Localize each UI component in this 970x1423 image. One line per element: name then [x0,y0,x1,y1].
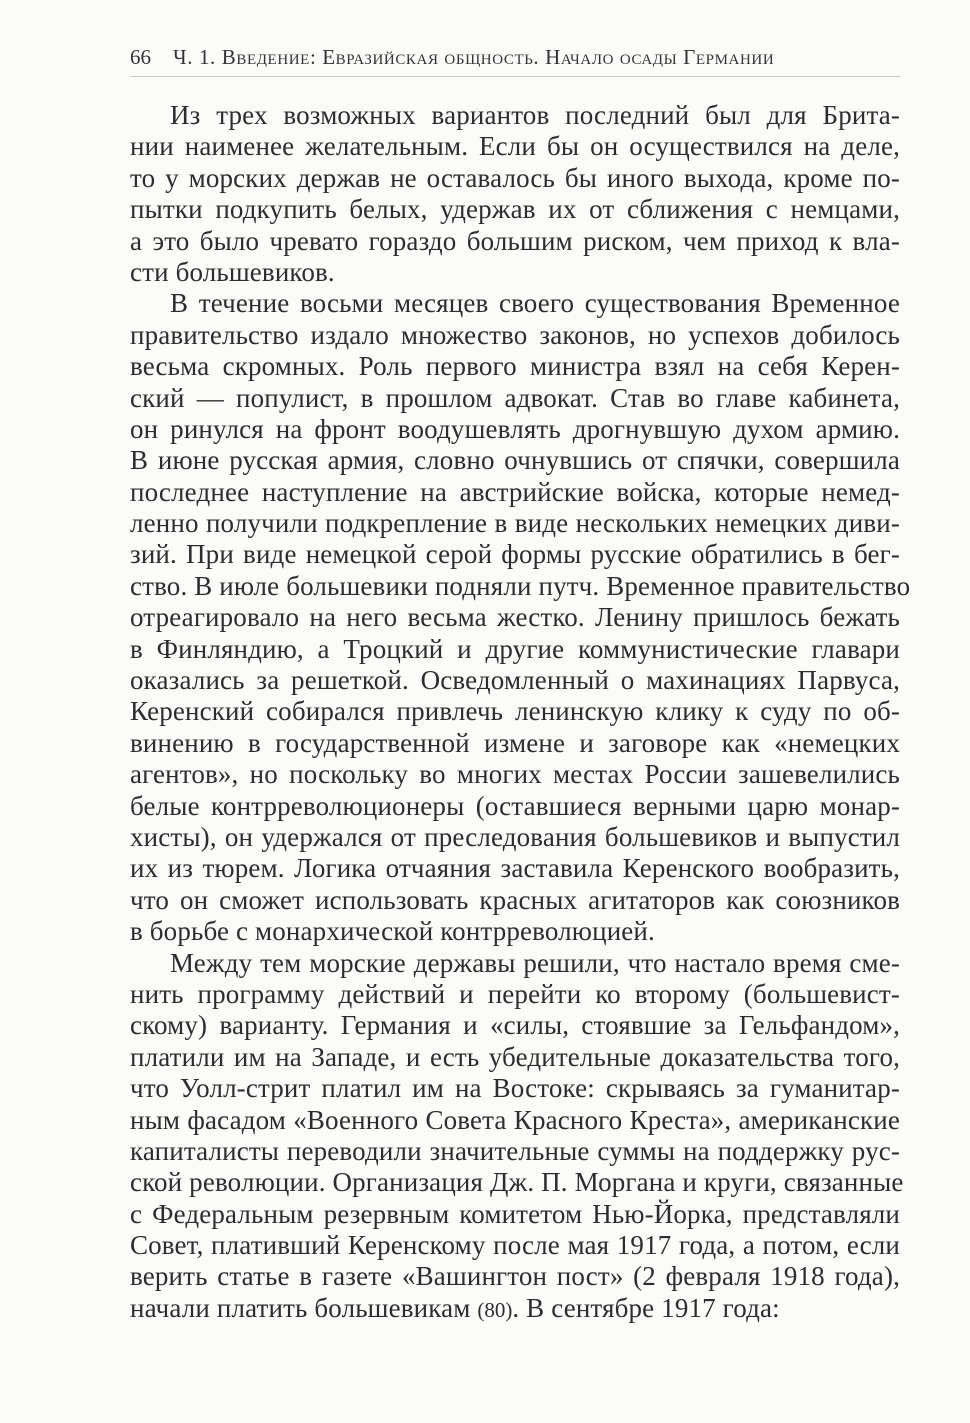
header-divider [130,76,900,77]
body-text [130,100,911,1324]
text-line: ленно получили подкрепление в виде нескольких немецких диви- [130,508,900,539]
text-line: Между тем морские державы решили, что настало время сме- [170,947,900,978]
text-line: а это было чревато гораздо большим риском, чем приход к вла- [130,225,900,256]
text-line: ство. В июле большевики подняли путч. Временное правительство [130,570,911,601]
text-fragment: начали платить большевикам [130,1292,478,1323]
text-line: весьма скромных. Роль первого министра взял на себя Керен- [130,351,900,382]
text-line: агентов», но поскольку во многих местах России зашевелились [130,759,900,790]
text-line: платили им на Западе, и есть убедительные доказательства того, [130,1041,900,1072]
text-line: пытки подкупить белых, удержав их от сближения с немцами, [130,194,900,225]
text-line: нии наименее желательным. Если бы он осуществился на деле, [130,131,900,162]
text-line: в борьбе с монархической контрреволюцией. [130,916,655,947]
text-line: ский — популист, в прошлом адвокат. Став во главе кабинета, [130,382,900,413]
text-line: оказались за решеткой. Осведомленный о махинациях Парвуса, [130,665,900,696]
running-head [130,40,900,74]
text-line: в Финляндию, а Троцкий и другие коммунистические главари [130,633,900,664]
text-line: последнее наступление на австрийские войска, которые немед- [130,476,900,507]
text-line: Из трех возможных вариантов последний был для Брита- [170,100,900,130]
text-line: зий. При виде немецкой серой формы русские обратились в бег- [130,539,900,570]
text-line: ным фасадом «Военного Совета Красного Креста», американские [130,1104,900,1135]
text-line: верить статье в газете «Вашингтон пост» (2 февраля 1918 года), [130,1261,900,1292]
text-line: отреагировало на него весьма жестко. Ленину пришлось бежать [130,602,900,633]
text-line: с Федеральным резервным комитетом Нью-Йорка, представляли [130,1198,900,1229]
text-line: капиталисты переводили значительные суммы на поддержку рус- [130,1135,900,1166]
text-line: Совет, плативший Керенскому после мая 1917 года, а потом, если [130,1230,900,1261]
text-line: хисты), он удержался от преследования большевиков и выпустил [130,821,900,852]
text-line: ской революции. Организация Дж. П. Моргана и круги, связанные [130,1167,904,1198]
text-line: правительство издало множество законов, но успехов добилось [130,319,900,350]
text-fragment: . В сентябре 1917 года: [512,1292,780,1323]
text-line: В июне русская армия, словно очнувшись от спячки, совершила [130,445,900,476]
text-line: Керенский собирался привлечь ленинскую клику к суду по об- [130,696,900,727]
text-line: нить программу действий и перейти ко второму (большевист- [130,978,900,1009]
text-line: сти большевиков. [130,256,335,287]
text-line: скому) варианту. Германия и «силы, стоявшие за Гельфандом», [130,1010,900,1041]
chapter-title: Ч. 1. Введение: Евразийская общность. Начало осады Германии [173,45,775,69]
text-line: В течение восьми месяцев своего существования Временное [170,288,900,319]
text-line: их из тюрем. Логика отчаяния заставила Керенского вообразить, [130,853,900,884]
text-line: белые контрреволюционеры (оставшиеся верными царю монар- [130,790,900,821]
text-line-final [130,1293,900,1324]
reference-number: (80) [477,1297,513,1322]
page-number: 66 [130,45,151,69]
text-line: что он сможет использовать красных агитаторов как союзников [130,884,900,915]
text-line: он ринулся на фронт воодушевлять дрогнувшую духом армию. [130,413,900,444]
text-line: то у морских держав не оставалось бы иного выхода, кроме по- [130,162,900,193]
text-line: винению в государственной измене и заговоре как «немецких [130,727,900,758]
text-line: что Уолл-стрит платил им на Востоке: скрываясь за гуманитар- [130,1073,900,1104]
